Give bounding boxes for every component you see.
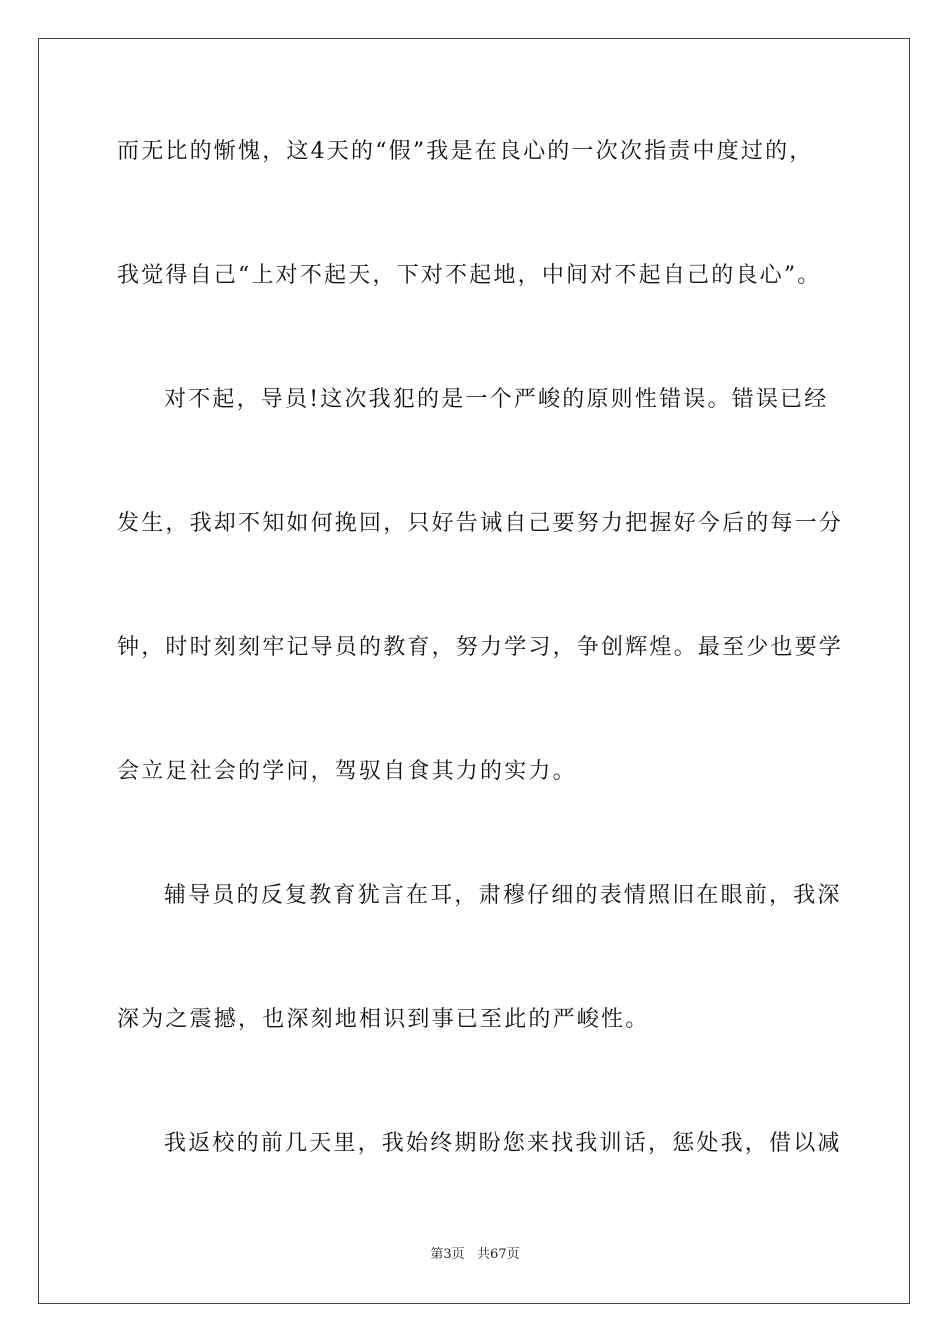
page-number-footer: 第3页 共67页 bbox=[430, 1247, 520, 1262]
paragraph-start-line: 辅导员的反复教育犹言在耳，肃穆仔细的表情照旧在眼前，我深 bbox=[164, 883, 842, 908]
page-border bbox=[38, 38, 910, 1304]
body-text-line: 钟，时时刻刻牢记导员的教育，努力学习，争创辉煌。最至少也要学 bbox=[117, 635, 844, 660]
body-text-line: 会立足社会的学问，驾驭自食其力的实力。 bbox=[117, 759, 577, 784]
body-text-line: 发生，我却不知如何挽回，只好告诫自己要努力把握好今后的每一分 bbox=[117, 511, 844, 536]
paragraph-start-line: 对不起，导员!这次我犯的是一个严峻的原则性错误。错误已经 bbox=[164, 387, 829, 412]
body-text-line: 我觉得自己“上对不起天，下对不起地，中间对不起自己的良心”。 bbox=[117, 263, 822, 288]
body-text-line: 而无比的惭愧，这4天的“假”我是在良心的一次次指责中度过的， bbox=[117, 139, 814, 164]
paragraph-start-line: 我返校的前几天里，我始终期盼您来找我训话，惩处我，借以减 bbox=[164, 1131, 842, 1156]
body-text-line: 深为之震撼，也深刻地相识到事已至此的严峻性。 bbox=[117, 1007, 650, 1032]
